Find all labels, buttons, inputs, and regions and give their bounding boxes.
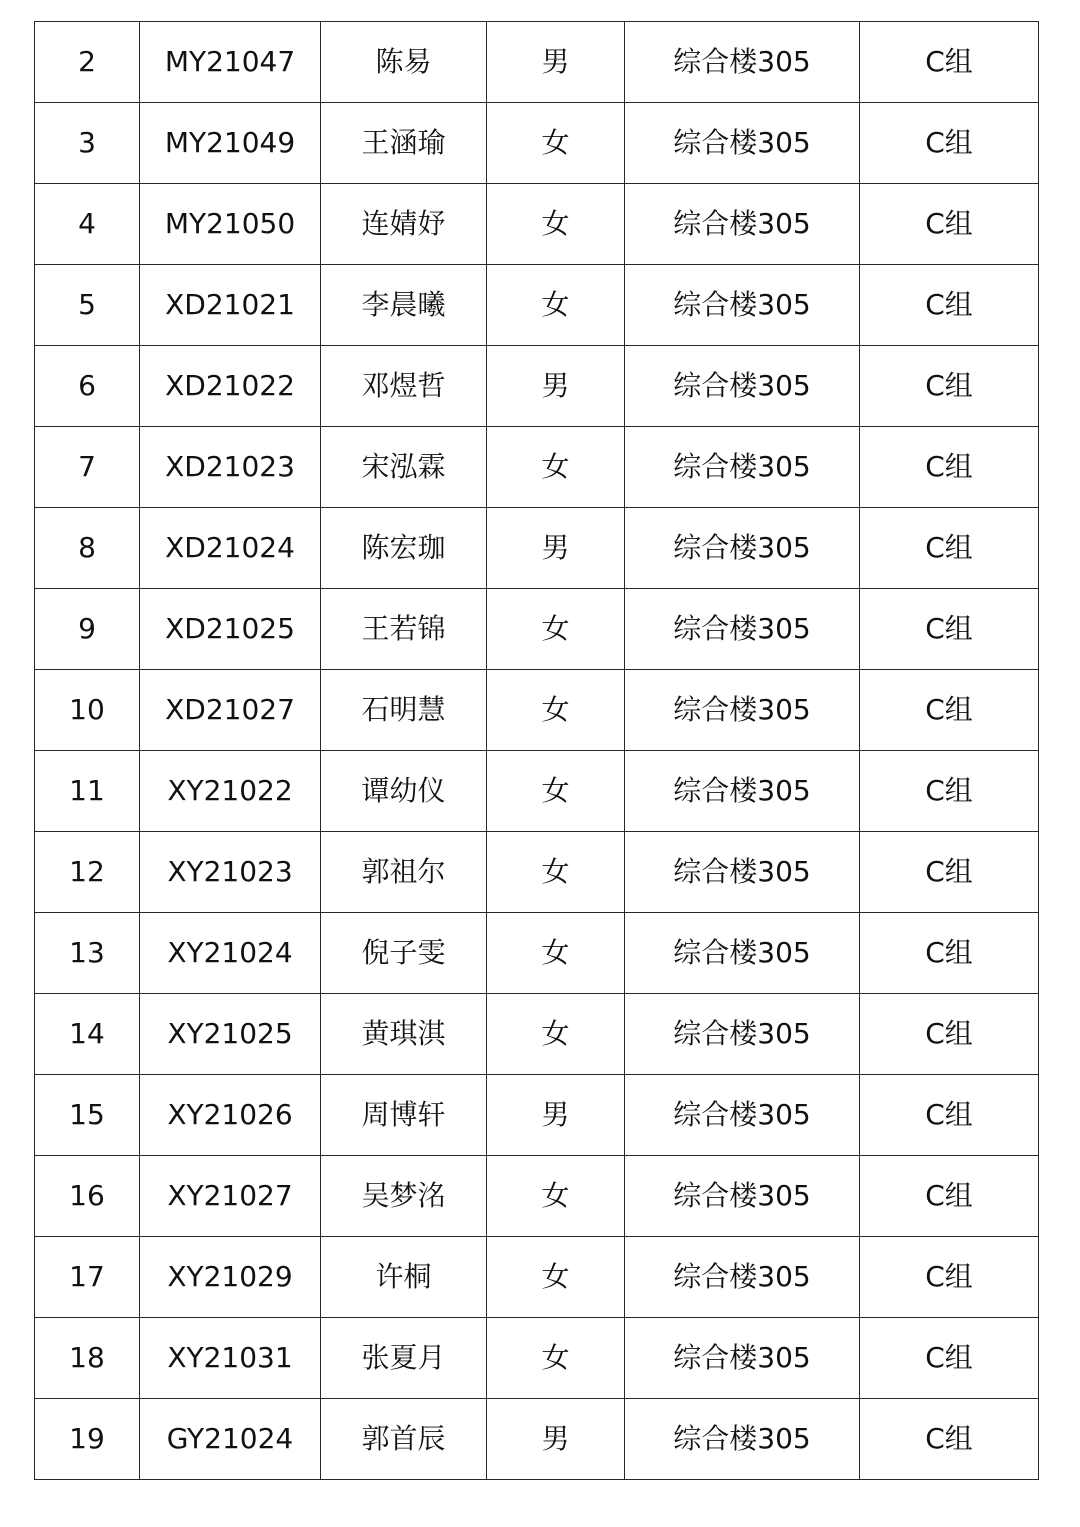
- cell-room: 综合楼305: [625, 265, 860, 346]
- cell-number: 18: [35, 1318, 140, 1399]
- cell-room: 综合楼305: [625, 994, 860, 1075]
- cell-student-id: XY21026: [140, 1075, 321, 1156]
- table-row: [35, 346, 1039, 427]
- cell-group: C组: [860, 1399, 1039, 1480]
- cell-student-id: GY21024: [140, 1399, 321, 1480]
- cell-gender: 男: [487, 346, 625, 427]
- cell-name: 李晨曦: [321, 265, 487, 346]
- cell-group: C组: [860, 994, 1039, 1075]
- cell-name: 王涵瑜: [321, 103, 487, 184]
- cell-group: C组: [860, 670, 1039, 751]
- cell-group: C组: [860, 508, 1039, 589]
- cell-gender: 女: [487, 103, 625, 184]
- cell-room: 综合楼305: [625, 427, 860, 508]
- cell-name: 黄琪淇: [321, 994, 487, 1075]
- roster-table: [34, 21, 1039, 1480]
- cell-name: 周博轩: [321, 1075, 487, 1156]
- cell-number: 4: [35, 184, 140, 265]
- cell-student-id: XD21024: [140, 508, 321, 589]
- cell-name: 陈易: [321, 22, 487, 103]
- cell-gender: 女: [487, 265, 625, 346]
- cell-number: 13: [35, 913, 140, 994]
- cell-room: 综合楼305: [625, 589, 860, 670]
- cell-number: 12: [35, 832, 140, 913]
- cell-room: 综合楼305: [625, 1399, 860, 1480]
- cell-group: C组: [860, 1156, 1039, 1237]
- cell-student-id: MY21050: [140, 184, 321, 265]
- cell-gender: 女: [487, 184, 625, 265]
- table-row: [35, 670, 1039, 751]
- cell-room: 综合楼305: [625, 1156, 860, 1237]
- cell-name: 连婧妤: [321, 184, 487, 265]
- cell-group: C组: [860, 1237, 1039, 1318]
- cell-group: C组: [860, 265, 1039, 346]
- table-row: [35, 427, 1039, 508]
- cell-group: C组: [860, 1318, 1039, 1399]
- table-row: [35, 1399, 1039, 1480]
- cell-number: 5: [35, 265, 140, 346]
- cell-number: 7: [35, 427, 140, 508]
- cell-group: C组: [860, 751, 1039, 832]
- cell-gender: 女: [487, 1156, 625, 1237]
- cell-group: C组: [860, 1075, 1039, 1156]
- cell-gender: 男: [487, 22, 625, 103]
- cell-gender: 女: [487, 913, 625, 994]
- cell-gender: 女: [487, 751, 625, 832]
- cell-room: 综合楼305: [625, 1318, 860, 1399]
- cell-student-id: XD21025: [140, 589, 321, 670]
- cell-room: 综合楼305: [625, 103, 860, 184]
- cell-gender: 女: [487, 670, 625, 751]
- cell-group: C组: [860, 427, 1039, 508]
- cell-gender: 男: [487, 1399, 625, 1480]
- cell-group: C组: [860, 346, 1039, 427]
- cell-name: 郭祖尔: [321, 832, 487, 913]
- cell-name: 王若锦: [321, 589, 487, 670]
- cell-name: 石明慧: [321, 670, 487, 751]
- cell-room: 综合楼305: [625, 832, 860, 913]
- cell-name: 陈宏珈: [321, 508, 487, 589]
- table-row: [35, 103, 1039, 184]
- cell-room: 综合楼305: [625, 751, 860, 832]
- cell-room: 综合楼305: [625, 1075, 860, 1156]
- cell-gender: 女: [487, 427, 625, 508]
- cell-gender: 男: [487, 508, 625, 589]
- cell-room: 综合楼305: [625, 508, 860, 589]
- cell-student-id: XY21023: [140, 832, 321, 913]
- cell-number: 17: [35, 1237, 140, 1318]
- cell-name: 吴梦洺: [321, 1156, 487, 1237]
- cell-number: 2: [35, 22, 140, 103]
- cell-room: 综合楼305: [625, 346, 860, 427]
- table-row: [35, 508, 1039, 589]
- cell-group: C组: [860, 184, 1039, 265]
- cell-name: 张夏月: [321, 1318, 487, 1399]
- cell-room: 综合楼305: [625, 1237, 860, 1318]
- cell-group: C组: [860, 589, 1039, 670]
- cell-student-id: XD21027: [140, 670, 321, 751]
- cell-group: C组: [860, 103, 1039, 184]
- cell-gender: 女: [487, 832, 625, 913]
- cell-name: 谭幼仪: [321, 751, 487, 832]
- cell-room: 综合楼305: [625, 22, 860, 103]
- cell-gender: 女: [487, 589, 625, 670]
- table-row: [35, 832, 1039, 913]
- cell-number: 11: [35, 751, 140, 832]
- roster-body: [35, 22, 1039, 1480]
- cell-student-id: XY21031: [140, 1318, 321, 1399]
- table-row: [35, 1075, 1039, 1156]
- cell-student-id: XY21024: [140, 913, 321, 994]
- cell-number: 16: [35, 1156, 140, 1237]
- cell-student-id: XD21021: [140, 265, 321, 346]
- cell-group: C组: [860, 913, 1039, 994]
- roster-sheet: [34, 21, 1038, 1480]
- cell-name: 许桐: [321, 1237, 487, 1318]
- cell-room: 综合楼305: [625, 670, 860, 751]
- cell-student-id: XY21027: [140, 1156, 321, 1237]
- cell-student-id: XD21023: [140, 427, 321, 508]
- cell-number: 19: [35, 1399, 140, 1480]
- cell-student-id: XY21029: [140, 1237, 321, 1318]
- table-row: [35, 751, 1039, 832]
- cell-number: 6: [35, 346, 140, 427]
- cell-gender: 男: [487, 1075, 625, 1156]
- table-row: [35, 994, 1039, 1075]
- table-row: [35, 184, 1039, 265]
- table-row: [35, 265, 1039, 346]
- table-row: [35, 1237, 1039, 1318]
- cell-student-id: XY21022: [140, 751, 321, 832]
- cell-number: 14: [35, 994, 140, 1075]
- table-row: [35, 1318, 1039, 1399]
- cell-group: C组: [860, 832, 1039, 913]
- cell-room: 综合楼305: [625, 184, 860, 265]
- cell-number: 9: [35, 589, 140, 670]
- cell-group: C组: [860, 22, 1039, 103]
- table-row: [35, 913, 1039, 994]
- table-row: [35, 22, 1039, 103]
- cell-student-id: XD21022: [140, 346, 321, 427]
- cell-name: 郭首辰: [321, 1399, 487, 1480]
- cell-gender: 女: [487, 1237, 625, 1318]
- table-row: [35, 589, 1039, 670]
- cell-gender: 女: [487, 1318, 625, 1399]
- cell-gender: 女: [487, 994, 625, 1075]
- cell-number: 3: [35, 103, 140, 184]
- cell-name: 宋泓霖: [321, 427, 487, 508]
- cell-number: 10: [35, 670, 140, 751]
- cell-number: 8: [35, 508, 140, 589]
- cell-student-id: MY21049: [140, 103, 321, 184]
- cell-name: 倪子雯: [321, 913, 487, 994]
- cell-name: 邓煜哲: [321, 346, 487, 427]
- cell-student-id: MY21047: [140, 22, 321, 103]
- table-row: [35, 1156, 1039, 1237]
- cell-number: 15: [35, 1075, 140, 1156]
- cell-room: 综合楼305: [625, 913, 860, 994]
- cell-student-id: XY21025: [140, 994, 321, 1075]
